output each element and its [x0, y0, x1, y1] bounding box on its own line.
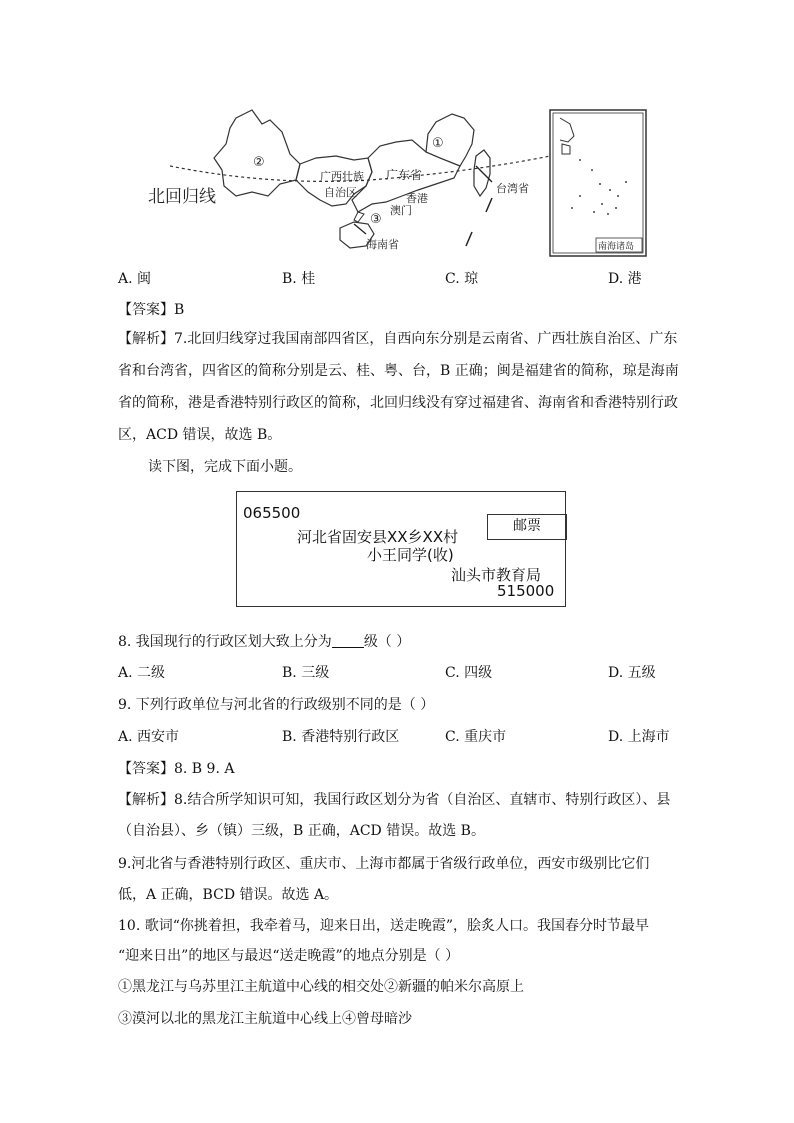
marker-1: ① [432, 136, 444, 151]
q7-option-c: C. 琼 [445, 271, 479, 287]
q7-option-a: A. 闽 [118, 271, 152, 287]
label-hainan: 海南省 [366, 238, 399, 251]
label-inset: 南海诸岛 [598, 242, 635, 252]
map-figure [140, 100, 660, 260]
q9-option-a: A. 西安市 [118, 729, 180, 745]
label-macau: 澳门 [390, 204, 412, 217]
q89-analysis-line: 低，A 正确，BCD 错误。故选 A。 [118, 887, 339, 903]
q89-analysis-line: （自治县）、乡（镇）三级，B 正确，ACD 错误。故选 B。 [118, 823, 485, 839]
q7-analysis-line: 区，ACD 错误，故选 B。 [118, 427, 282, 443]
envelope-stamp-box [487, 514, 567, 540]
q9-stem: 9. 下列行政单位与河北省的行政级别不同的是（ ） [118, 697, 435, 713]
envelope-figure [236, 491, 566, 607]
label-guangxi-2: 自治区 [324, 186, 357, 199]
q9-option-b: B. 香港特别行政区 [282, 729, 400, 745]
q8-option-b: B. 三级 [282, 665, 330, 681]
q8-option-d: D. 五级 [608, 665, 656, 681]
taiwan-outline [474, 150, 490, 196]
label-hongkong: 香港 [406, 192, 428, 205]
label-guangxi-1: 广西壮族 [320, 170, 364, 183]
envelope-postcode-to: 065500 [243, 504, 301, 522]
q8-stem [118, 632, 410, 652]
q89-analysis-line: 【解析】8.结合所学知识可知，我国行政区划分为省（自治区、直辖市、特别行政区）、县 [118, 792, 671, 808]
q7-analysis-line: 【解析】7.北回归线穿过我国南部四省区，自西向东分别是云南省、广西壮族自治区、广东 [118, 331, 678, 347]
q7-answer: 【答案】B [118, 302, 185, 318]
q8-stem-before: 8. 我国现行的行政区划大致上分为 [118, 634, 332, 650]
label-guangdong: 广东省 [386, 168, 423, 182]
south-sea-inset [550, 110, 646, 256]
q10-line: ①黑龙江与乌苏里江主航道中心线的相交处②新疆的帕米尔高原上 [118, 979, 524, 995]
envelope-recipient: 小王同学(收) [367, 546, 454, 564]
q9-option-c: C. 重庆市 [445, 729, 507, 745]
envelope-address: 河北省固安县XX乡XX村 [297, 528, 459, 546]
yunnan-outline [214, 110, 300, 196]
q8-blank [332, 633, 364, 648]
leizhou-peninsula [354, 212, 364, 222]
q9-option-d: D. 上海市 [608, 729, 670, 745]
q7-option-d: D. 港 [608, 271, 642, 287]
q8-option-c: C. 四级 [445, 665, 493, 681]
label-taiwan: 台湾省 [496, 182, 529, 195]
q10-line: 10. 歌词“你挑着担，我牵着马，迎来日出，送走晚霞”，脍炙人口。我国春分时节最早 [118, 918, 650, 934]
q10-line: ③漠河以北的黑龙江主航道中心线上④曾母暗沙 [118, 1011, 412, 1027]
q7-option-b: B. 桂 [282, 271, 316, 287]
q7-analysis-line: 省的简称，港是香港特别行政区的简称，北回归线没有穿过福建省、海南省和香港特别行政 [118, 395, 678, 411]
q7-analysis-line: 省和台湾省，四省区的简称分别是云、桂、粤、台，B 正确；闽是福建省的简称，琼是海南 [118, 363, 679, 379]
tropic-label: 北回归线 [148, 187, 216, 207]
marker-2: ② [253, 155, 265, 170]
stamp-label: 邮票 [513, 518, 541, 534]
q89-analysis-line: 9.河北省与香港特别行政区、重庆市、上海市都属于省级行政单位，西安市级别比它们 [118, 856, 650, 872]
marker-3: ③ [370, 212, 382, 227]
q89-answer: 【答案】8. B 9. A [118, 761, 235, 777]
envelope-sender: 汕头市教育局 [451, 566, 542, 584]
q8-stem-after: 级（ ） [363, 634, 411, 650]
reading-intro: 读下图，完成下面小题。 [148, 459, 302, 475]
envelope-postcode-from: 515000 [497, 582, 555, 600]
q10-line: “迎来日出”的地区与最迟“送走晚霞”的地点分别是（ ） [118, 948, 460, 964]
q8-option-a: A. 二级 [118, 665, 166, 681]
